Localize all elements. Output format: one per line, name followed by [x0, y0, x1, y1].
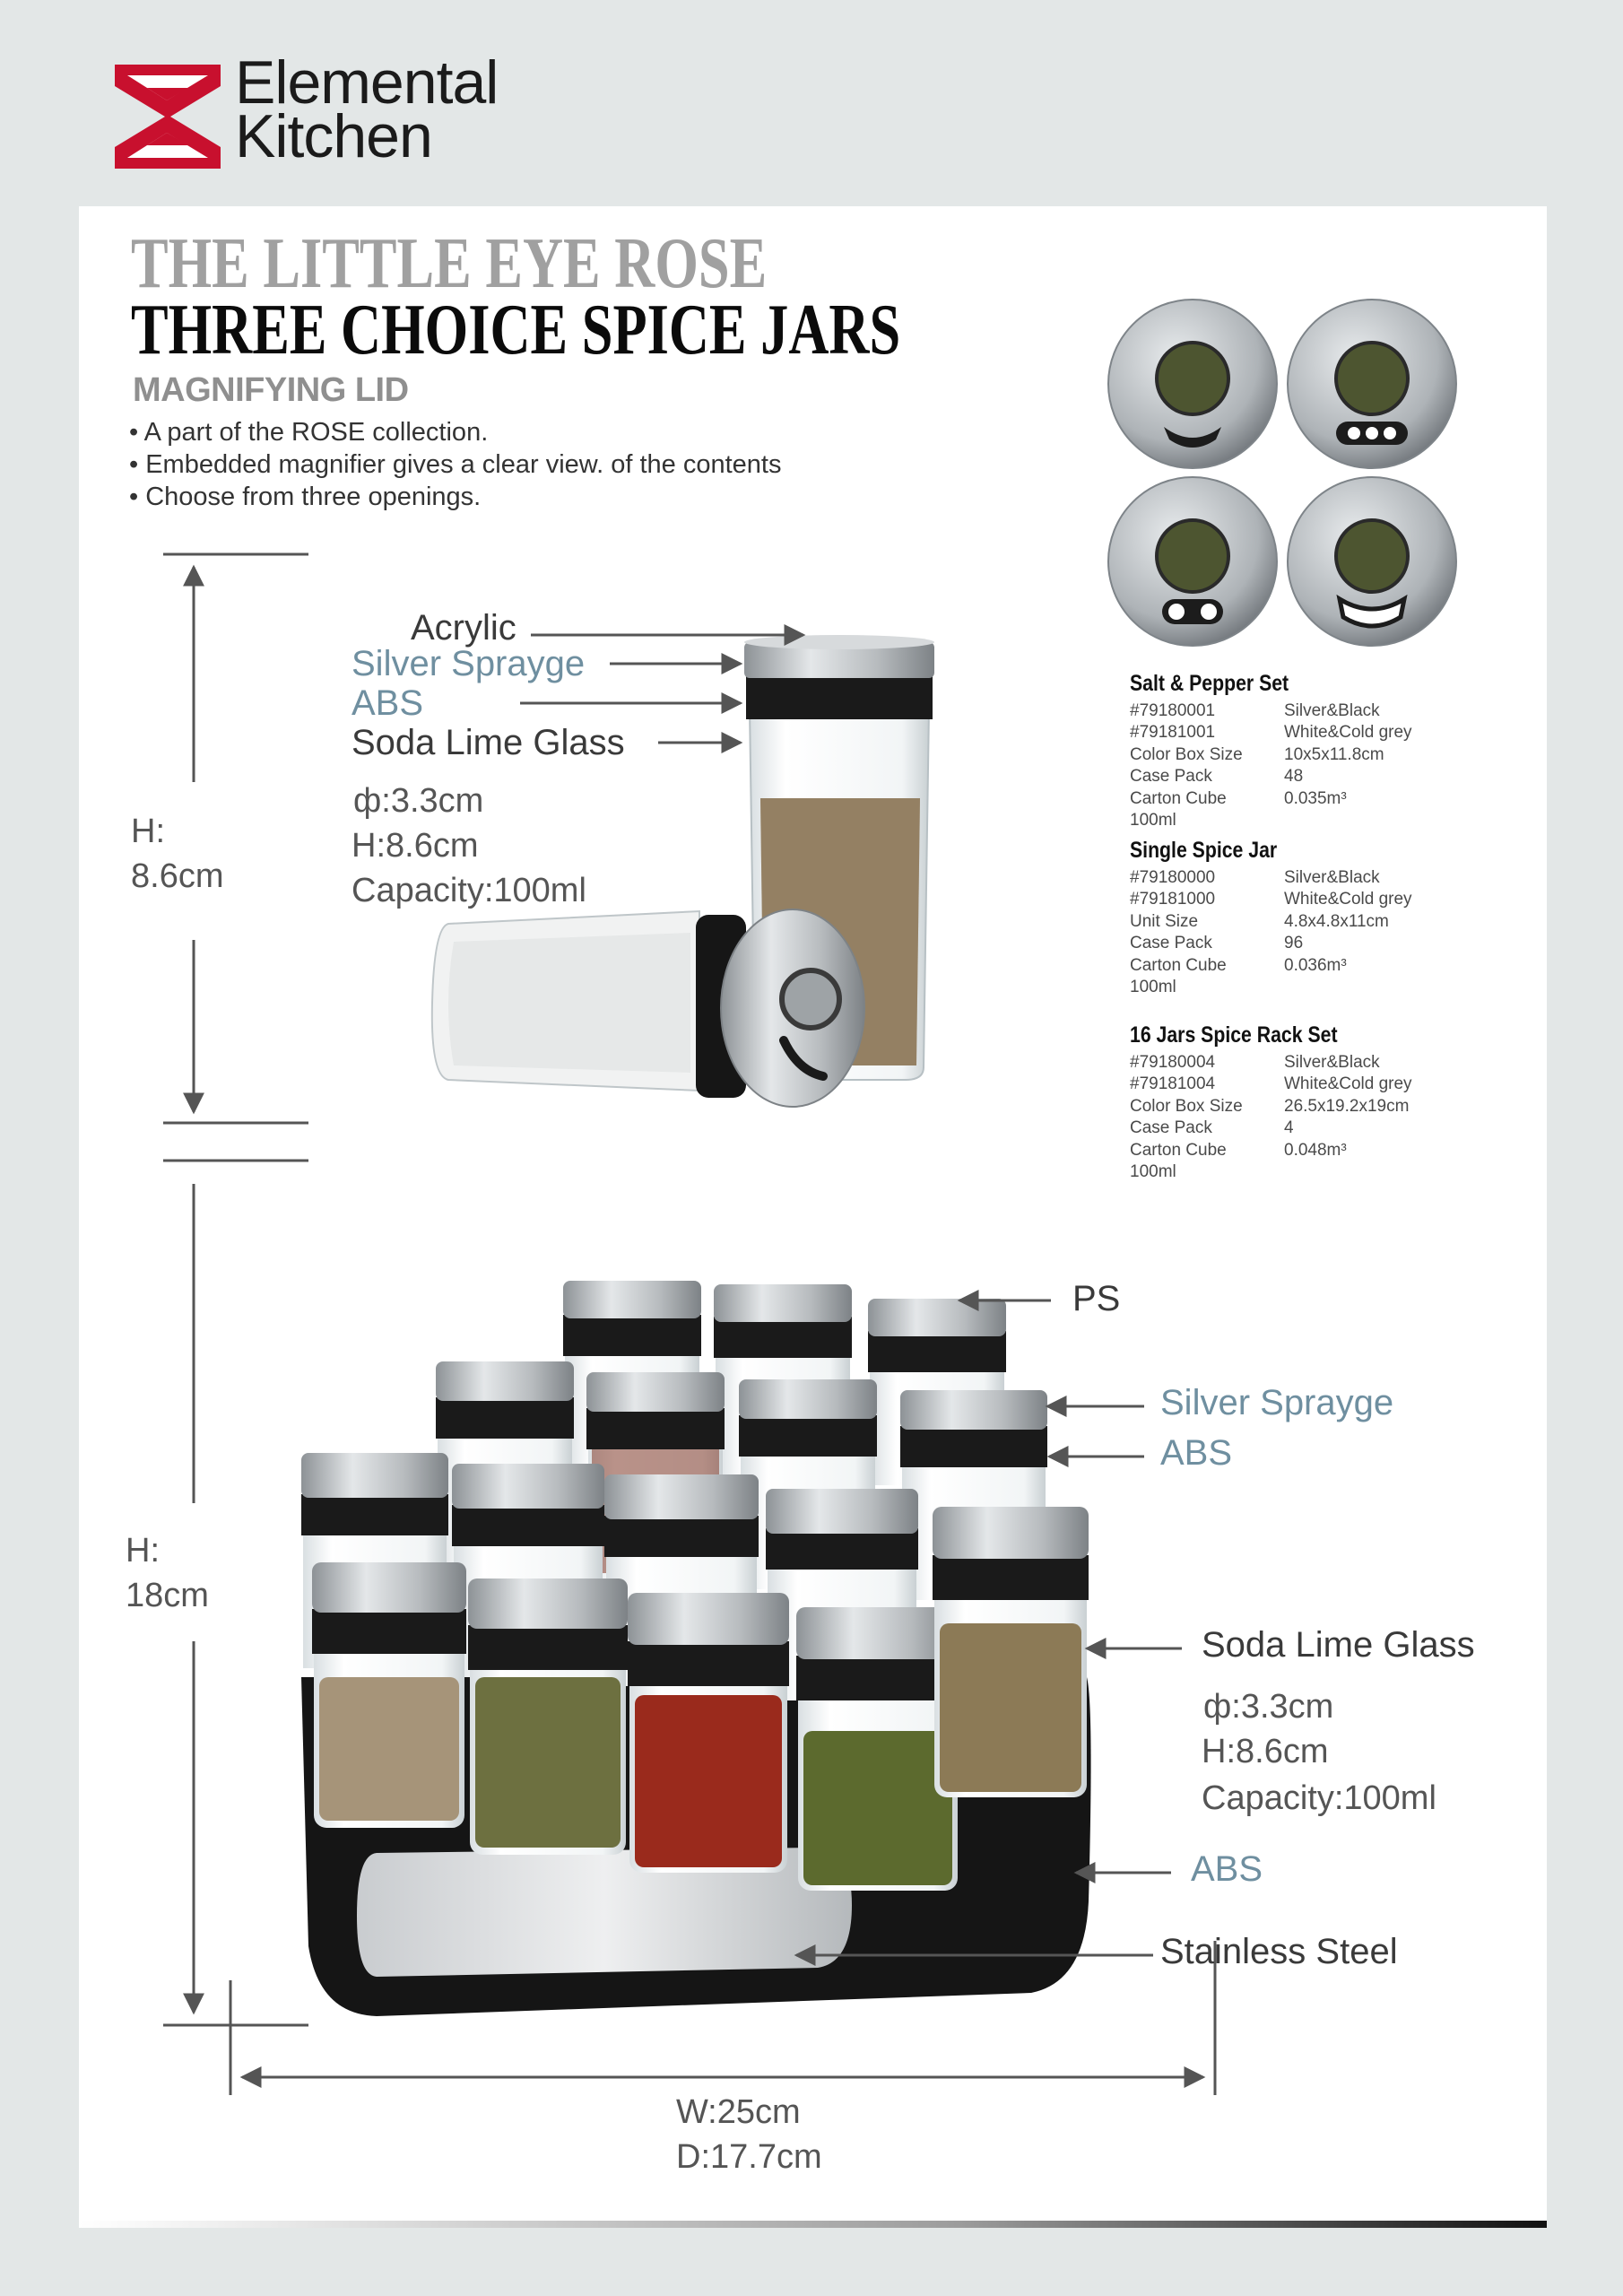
rack-jar-capacity: Capacity:100ml: [1202, 1779, 1436, 1817]
spec-row: #79180000 Silver&Black: [1130, 867, 1380, 887]
spec-row: 100ml: [1130, 811, 1176, 830]
spec-row: Color Box Size 10x5x11.8cm: [1130, 744, 1384, 764]
spec-row: Carton Cube 0.035m³: [1130, 788, 1347, 808]
feature-item: • Choose from three openings.: [129, 483, 482, 511]
spec-row: Carton Cube 0.048m³: [1130, 1140, 1347, 1160]
rack-label-ps: PS: [1072, 1279, 1121, 1318]
rack-jar-diameter: ф:3.3cm: [1203, 1688, 1334, 1726]
rack-label-abs-base: ABS: [1191, 1849, 1263, 1889]
spec-row: #79181001 White&Cold grey: [1130, 723, 1412, 742]
rack-jar: [933, 1507, 1089, 1797]
spec-row: #79180001 Silver&Black: [1130, 700, 1380, 720]
spec-block-salt-pepper: [1130, 673, 1412, 832]
spec-title: 16 Jars Spice Rack Set: [1130, 1022, 1338, 1048]
brand-name-line2: Kitchen: [235, 102, 432, 170]
rack-jar-height: H:8.6cm: [1202, 1733, 1329, 1770]
spec-row: #79181004 White&Cold grey: [1130, 1074, 1412, 1093]
spec-row: 100ml: [1130, 978, 1176, 996]
rack-label-stainless-steel: Stainless Steel: [1160, 1932, 1398, 1971]
spec-row: Carton Cube 0.036m³: [1130, 955, 1347, 975]
rack-height-label-line1: H:: [126, 1532, 160, 1570]
rack-jar: [312, 1562, 466, 1828]
brand-name-line1: Elemental: [235, 48, 499, 117]
label-abs: ABS: [352, 683, 424, 723]
label-silver-sprayge: Silver Sprayge: [352, 644, 586, 683]
spec-row: Color Box Size 26.5x19.2x19cm: [1130, 1096, 1410, 1116]
subtitle: MAGNIFYING LID: [133, 371, 409, 409]
single-jar-capacity: Capacity:100ml: [352, 872, 586, 909]
title-line1: THE LITTLE EYE ROSE: [131, 224, 768, 303]
feature-item: • Embedded magnifier gives a clear view. of the contents: [129, 450, 782, 479]
spec-block-rack-set: [1130, 1024, 1412, 1184]
title-line2: THREE CHOICE SPICE JARS: [131, 291, 901, 370]
lid-variant-4: [1288, 477, 1456, 646]
spice-rack: [301, 1281, 1091, 2016]
label-soda-lime-glass: Soda Lime Glass: [352, 723, 625, 762]
rack-label-abs: ABS: [1160, 1433, 1233, 1473]
rack-height-label: [126, 1528, 209, 1618]
rack-jar: [468, 1578, 628, 1855]
lying-spice-jar: [432, 909, 864, 1107]
lid-variant-2: [1288, 300, 1456, 468]
lid-variant-3: [1108, 477, 1277, 646]
single-jar-height-label: [131, 809, 223, 899]
spec-title: Single Spice Jar: [1130, 838, 1278, 863]
rack-depth-label: D:17.7cm: [676, 2138, 822, 2176]
rack-jar: [628, 1593, 789, 1873]
spec-title: Salt & Pepper Set: [1130, 671, 1289, 696]
single-jar-height-label-line2: 8.6cm: [131, 857, 224, 895]
feature-item: • A part of the ROSE collection.: [129, 418, 489, 447]
spec-row: Case Pack 96: [1130, 934, 1304, 952]
lid-variant-1: [1108, 300, 1277, 468]
spec-block-single-jar: [1130, 839, 1412, 999]
rack-label-silver-sprayge: Silver Sprayge: [1160, 1383, 1394, 1422]
label-acrylic: Acrylic: [411, 608, 516, 648]
single-jar-height: H:8.6cm: [352, 827, 479, 865]
spec-row: 100ml: [1130, 1162, 1176, 1181]
spec-row: Case Pack 48: [1130, 767, 1304, 786]
spec-row: Case Pack 4: [1130, 1118, 1294, 1137]
rack-label-soda-lime-glass: Soda Lime Glass: [1202, 1625, 1475, 1665]
spec-row: #79180004 Silver&Black: [1130, 1052, 1380, 1072]
single-jar-diameter: ф:3.3cm: [353, 782, 484, 820]
rack-height-label-line2: 18cm: [126, 1577, 209, 1614]
single-jar-height-label-line1: H:: [131, 813, 165, 850]
spec-row: #79181000 White&Cold grey: [1130, 890, 1412, 909]
rack-width-label: W:25cm: [676, 2093, 801, 2131]
spec-row: Unit Size 4.8x4.8x11cm: [1130, 911, 1389, 931]
